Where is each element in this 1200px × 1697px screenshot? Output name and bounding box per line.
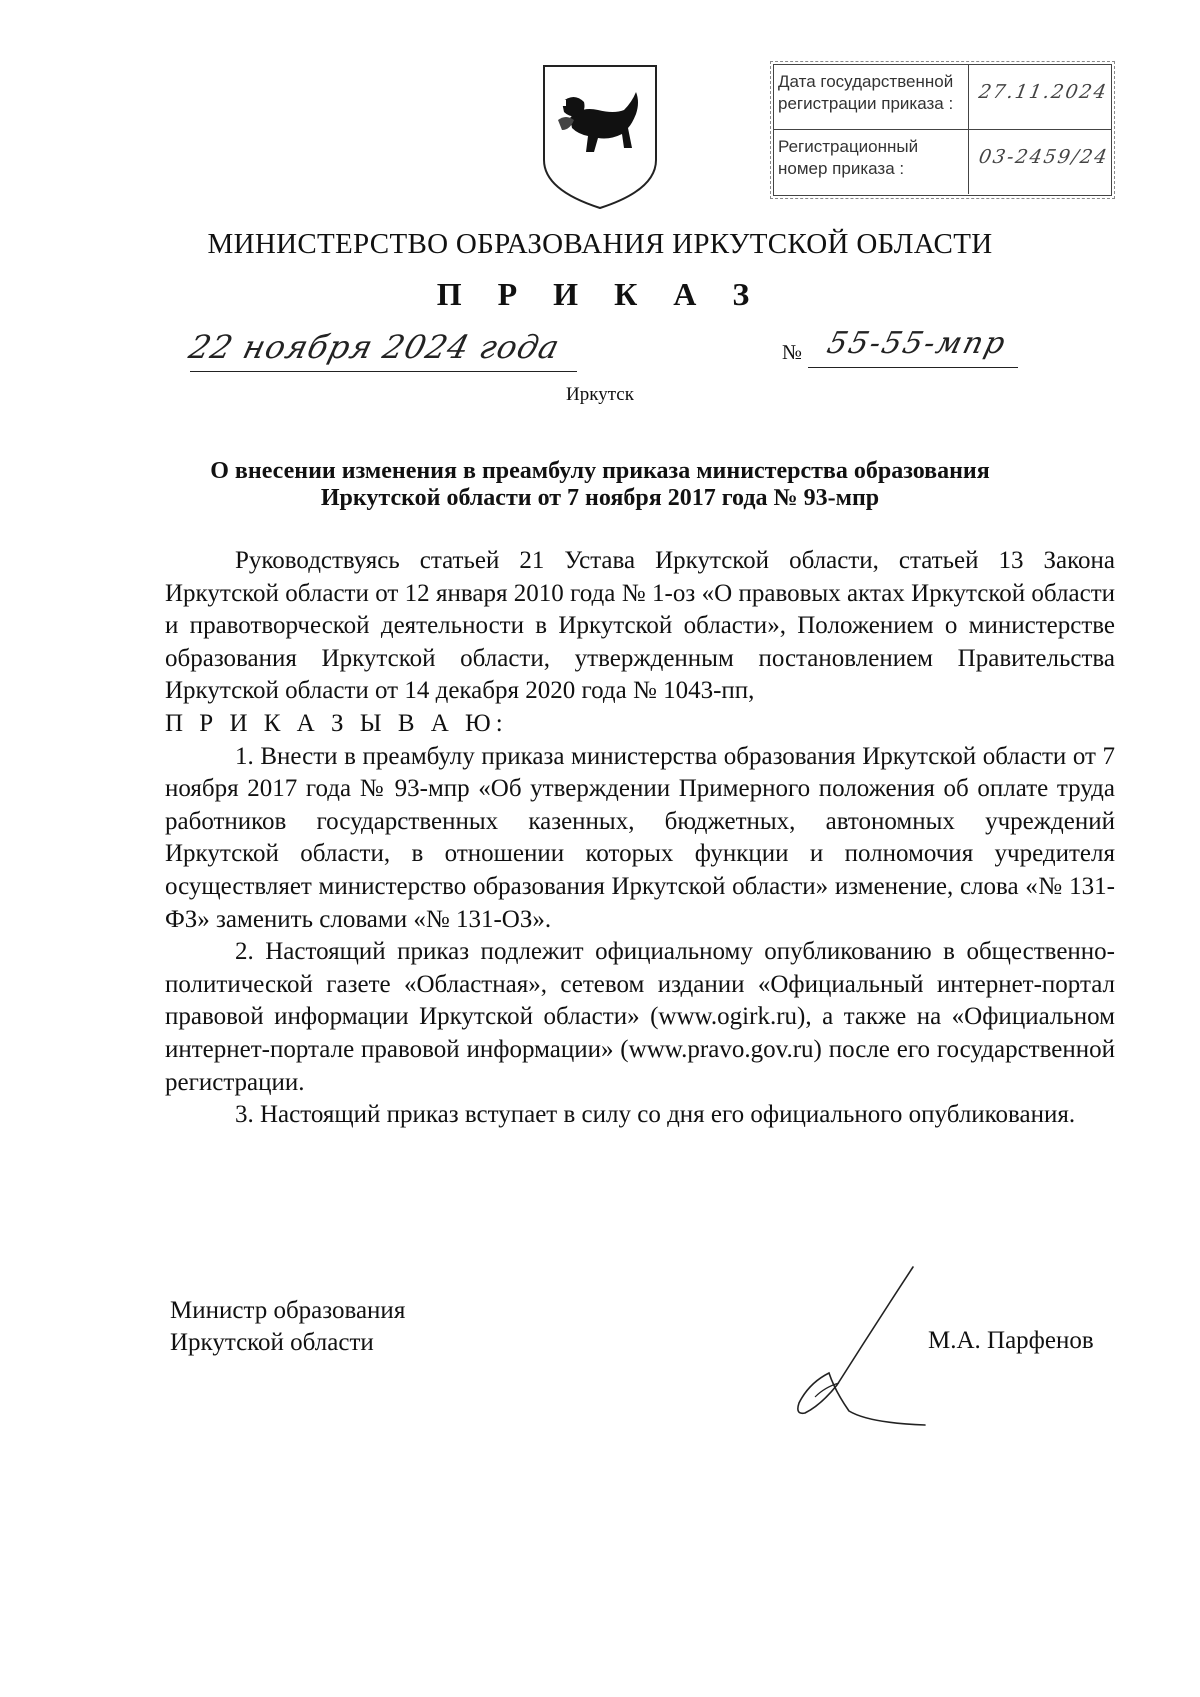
number-sign: № [782,340,803,364]
ministry-title: МИНИСТЕРСТВО ОБРАЗОВАНИЯ ИРКУТСКОЙ ОБЛАСТИ [207,228,993,260]
order-subject: О внесении изменения в преамбулу приказа министерства образования Иркутской области от 7 ноября 2017 года № 93-мпр [210,458,990,511]
order-body [165,545,1115,1132]
order-date: 22 ноября 2024 года [185,328,564,366]
registration-number-value: 03-2459/24 [977,146,1111,168]
registration-number-label: Регистрационный номер приказа : [778,137,919,178]
signer-title [170,1295,405,1359]
city: Иркутск [566,384,634,405]
order-item-1: 1. Внести в преамбулу приказа министерства образования Иркутской области от 7 ноября 2017 года № 93-мпр «Об утверждении Примерного положения об оплате труда работников государственных казенных, бюджетных, автономных учреждений Иркутской области, в отношении которых функции и полномочия учредителя осуществляет министерство образования Иркутской области» изменение, слова «№ 131-ФЗ» заменить словами «№ 131-ОЗ». [165,742,1115,933]
registration-stamp [773,64,1112,196]
signer-name: М.А. Парфенов [928,1327,1094,1354]
date-underline [190,371,577,372]
order-word: П Р И К А З Ы В А Ю: [165,709,508,737]
signer-title-line2: Иркутской области [170,1329,374,1356]
registration-date-label: Дата государственной регистрации приказа : [778,72,954,113]
order-number: 55-55-мпр [823,326,1011,361]
document-type-title: П Р И К А З [436,276,764,312]
signer-title-line1: Министр образования [170,1297,406,1324]
order-item-3: 3. Настоящий приказ вступает в силу со дня его официального опубликования. [235,1101,1076,1129]
registration-date-row [774,65,1111,130]
preamble-paragraph: Руководствуясь статьей 21 Устава Иркутской области, статьей 13 Закона Иркутской области от 12 января 2010 года № 1-оз «О правовых актах Иркутской области и правотворческой деятельности в Иркутской области», Положением о министерстве образования Иркутской области, утвержденным постановлением Правительства Иркутской области от 14 декабря 2020 года № 1043-пп, [165,547,1115,705]
order-item-2: 2. Настоящий приказ подлежит официальному опубликованию в общественно-политической газете «Областная», сетевом издании «Официальный интернет-портал правовой информации Иркутской области» (www.ogirk.ru), а также на «Официальном интернет-портале правовой информации» (www.pravo.gov.ru) после его государственной регистрации. [165,938,1115,1096]
irkutsk-coat-of-arms-icon [540,62,660,212]
registration-number-row [774,130,1111,194]
number-underline [808,367,1018,368]
handwritten-signature-icon [785,1265,930,1430]
registration-date-value: 27.11.2024 [977,81,1110,103]
